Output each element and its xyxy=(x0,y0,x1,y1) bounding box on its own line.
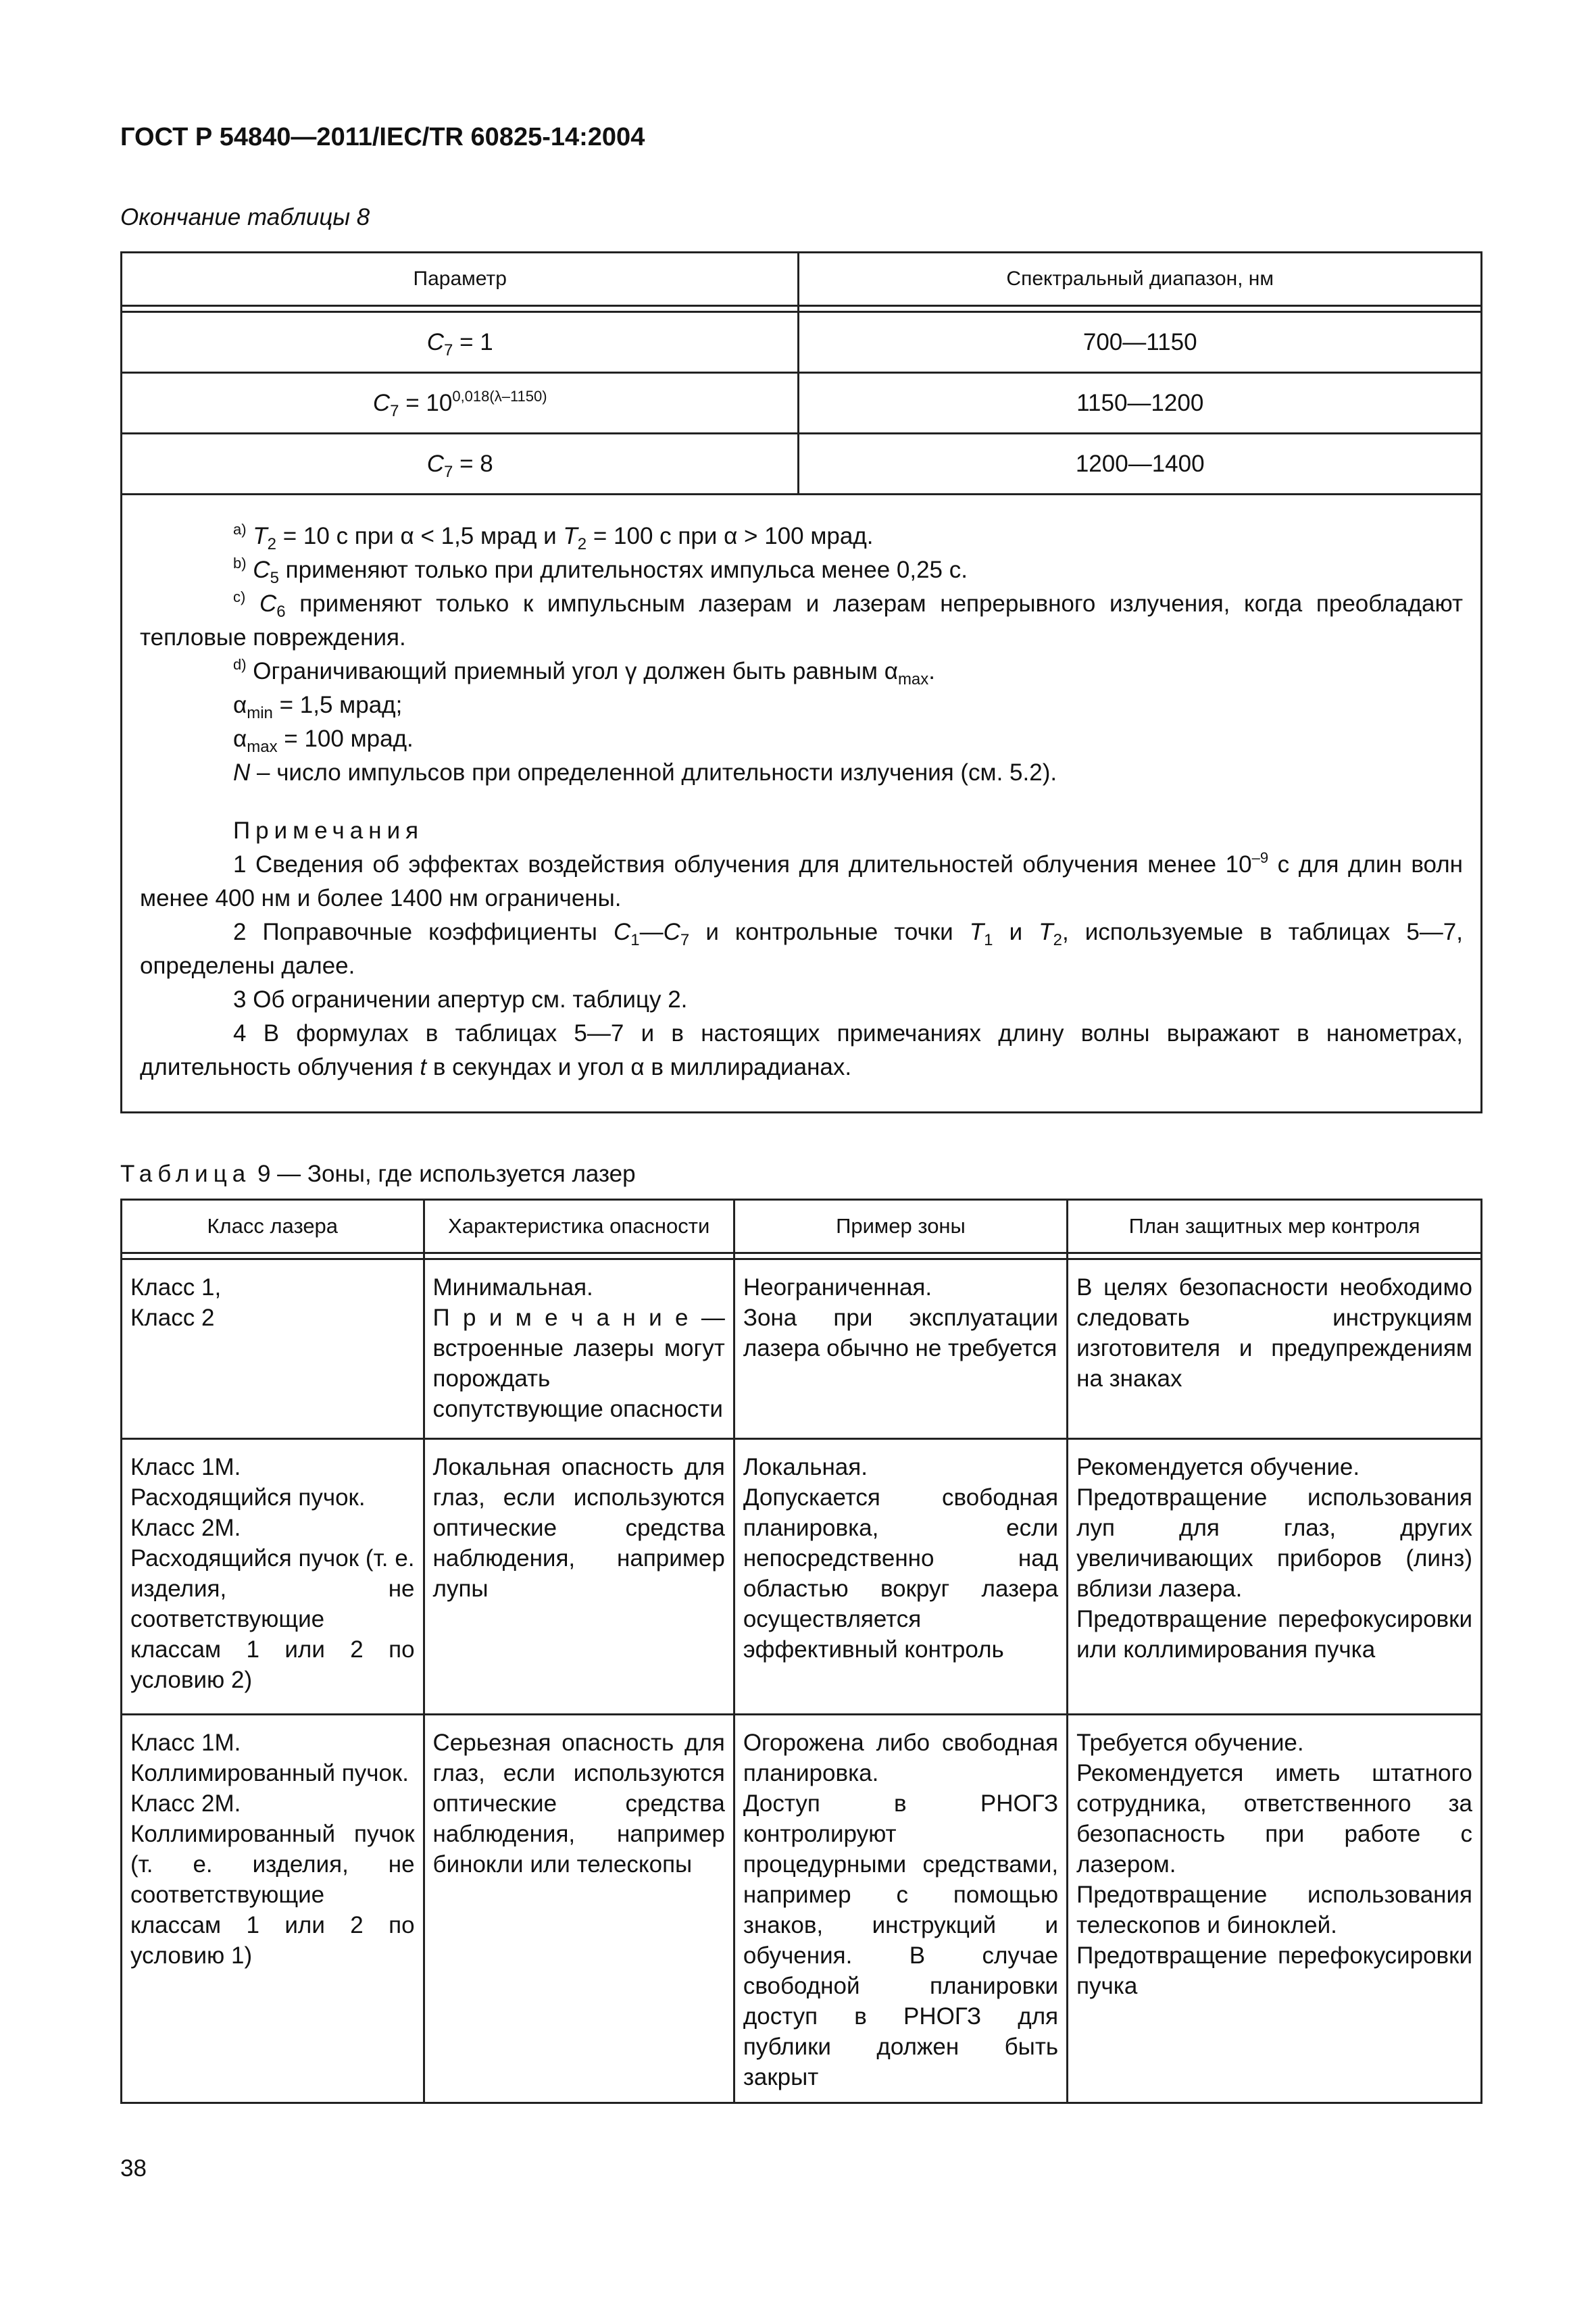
parameter-cell: $C_7 = 10^{0,018(\lambda-1150)}$ xyxy=(122,373,799,434)
hazard-cell: Минимальная. П р и м е ч а н и е — встроенные лазеры могут порождать сопутствующие опасности xyxy=(424,1259,734,1439)
table-row xyxy=(122,1259,1482,1439)
alpha-min-line: $\alpha_{min} = 1,5$ мрад; xyxy=(233,692,403,722)
column-header-spectral-range: Спектральный диапазон, нм xyxy=(799,253,1482,306)
column-header-zone-example: Пример зоны xyxy=(734,1200,1067,1253)
zone-example-cell: Локальная. Допускается свободная планировка, если непосредственно над областью вокруг лазера осуществляется эффективный контроль xyxy=(734,1439,1067,1715)
table-row xyxy=(122,1439,1482,1715)
table-row xyxy=(122,312,1482,373)
note-3: 3 Об ограничении апертур см. таблицу 2. xyxy=(233,986,688,1013)
table-8 xyxy=(120,251,1482,1113)
notes-title: Примечания xyxy=(233,818,424,844)
parameter-cell: $C_7 = 8$ xyxy=(122,434,799,495)
column-header-laser-class: Класс лазера xyxy=(122,1200,424,1253)
footnote-a: $^{a)}$ $T_2 = 10$ с при α < 1,5 мрад и $T_2 = 100$ с при α > 100 мрад. xyxy=(233,521,874,553)
control-plan-cell: Рекомендуется обучение. Предотвращение использования луп для глаз, других увеличивающих приборов (линз) вблизи лазера. Предотвращение перефокусировки или коллимирования пучка xyxy=(1068,1439,1482,1715)
hazard-cell: Серьезная опасность для глаз, если используются оптические средства наблюдения, например бинокли или телескопы xyxy=(424,1715,734,2103)
range-cell: 700—1150 xyxy=(799,312,1482,373)
control-plan-cell: В целях безопасности необходимо следовать инструкциям изготовителя и предупреждениям на знаках xyxy=(1068,1259,1482,1439)
range-cell: 1150—1200 xyxy=(799,373,1482,434)
note-1: 1 Сведения об эффектах воздействия облучения для длительностей облучения менее $10^{-9}$ с для длин волн менее 400 нм и более 1400 нм ограничены. xyxy=(140,849,1463,911)
zone-example-cell: Огорожена либо свободная планировка. Доступ в РНОГЗ контролируют процедурными средствами, например с помощью знаков, инструкций и обучения. В случае свободной планировки доступ в РНОГЗ для публики должен быть закрыт xyxy=(734,1715,1067,2103)
zone-example-cell: Неограниченная. Зона при эксплуатации лазера обычно не требуется xyxy=(734,1259,1067,1439)
table-row xyxy=(122,1715,1482,2103)
footnote-d: $^{d)}$ Ограничивающий приемный угол γ должен быть равным $\alpha_{max}$. xyxy=(233,656,936,688)
note-2: 2 Поправочные коэффициенты $C_1—C_7$ и контрольные точки $T_1$ и $T_2$, используемые в таблицах 5—7, определены далее. xyxy=(140,919,1463,979)
alpha-max-line: $\alpha_{max} = 100$ мрад. xyxy=(233,726,414,756)
table-9 xyxy=(120,1199,1482,2104)
column-header-control-plan: План защитных мер контроля xyxy=(1068,1200,1482,1253)
pulse-count-line: N – число импульсов при определенной длительности излучения (см. 5.2). xyxy=(233,759,1057,786)
table-9-caption: Таблица 9 — Зоны, где используется лазер xyxy=(120,1161,636,1187)
table-row xyxy=(122,373,1482,434)
parameter-cell: $C_7 = 1$ xyxy=(122,312,799,373)
range-cell: 1200—1400 xyxy=(799,434,1482,495)
hazard-cell: Локальная опасность для глаз, если используются оптические средства наблюдения, например лупы xyxy=(424,1439,734,1715)
table-8-continuation-caption: Окончание таблицы 8 xyxy=(120,204,370,230)
footnote-c: $^{c)}$ $C_6$ применяют только к импульсным лазерам и лазерам непрерывного излучения, когда преобладают тепловые повреждения. xyxy=(140,588,1464,651)
note-4: 4 В формулах в таблицах 5—7 и в настоящих примечаниях длину волны выражают в нанометрах, длительность облучения t в секундах и угол α в миллирадианах. xyxy=(140,1020,1463,1080)
laser-class-cell: Класс 1, Класс 2 xyxy=(122,1259,424,1439)
footnotes-and-notes xyxy=(122,495,1482,1113)
table-row xyxy=(122,434,1482,495)
document-code: ГОСТ Р 54840—2011/IEC/TR 60825-14:2004 xyxy=(120,123,645,151)
column-header-hazard: Характеристика опасности xyxy=(424,1200,734,1253)
control-plan-cell: Требуется обучение. Рекомендуется иметь штатного сотрудника, ответственного за безопасность при работе с лазером. Предотвращение использования телескопов и биноклей. Предотвращение перефокусировки пучка xyxy=(1068,1715,1482,2103)
column-header-parameter: Параметр xyxy=(122,253,799,306)
laser-class-cell: Класс 1М. Расходящийся пучок. Класс 2М. Расходящийся пучок (т. е. изделия, не соответствующие классам 1 или 2 по условию 2) xyxy=(122,1439,424,1715)
footnote-b: $^{b)}$ $C_5$ применяют только при длительностях импульса менее 0,25 с. xyxy=(233,555,968,587)
page-number: 38 xyxy=(120,2155,147,2182)
laser-class-cell: Класс 1М. Коллимированный пучок. Класс 2М. Коллимированный пучок (т. е. изделия, не соответствующие классам 1 или 2 по условию 1) xyxy=(122,1715,424,2103)
